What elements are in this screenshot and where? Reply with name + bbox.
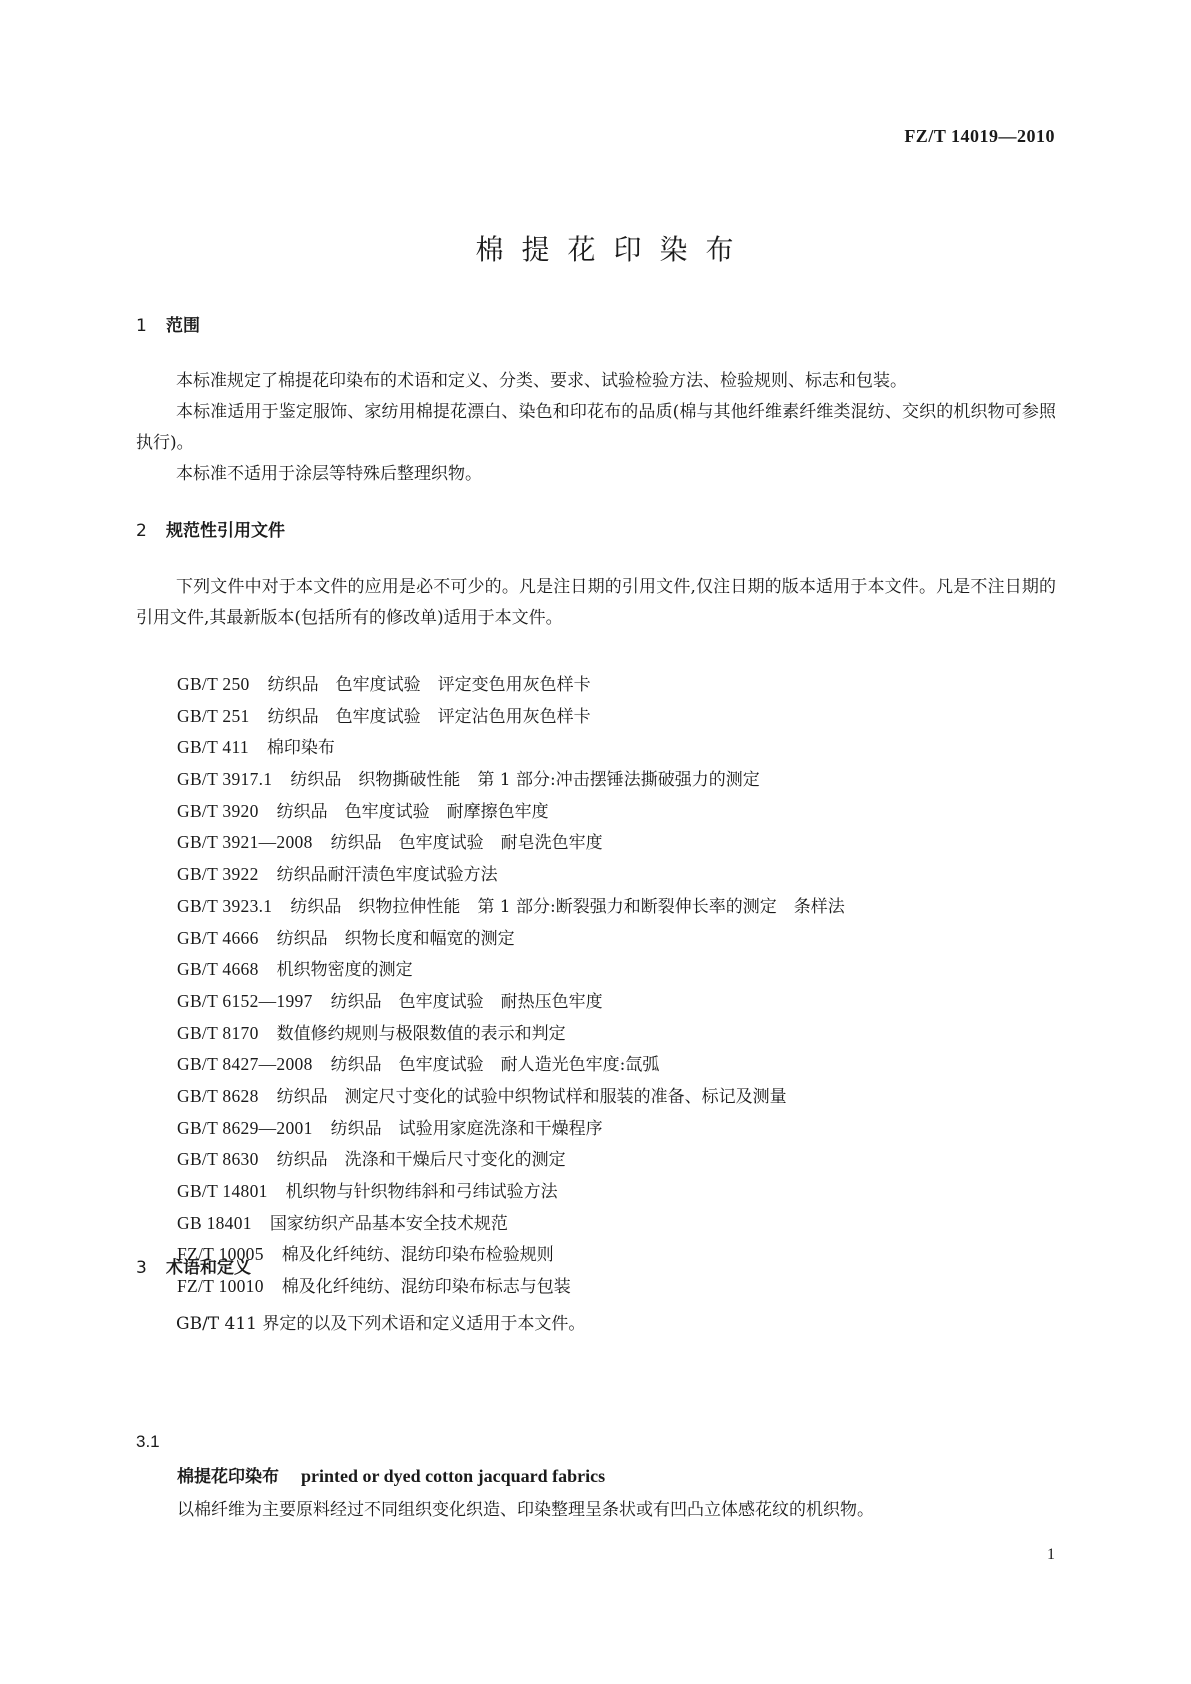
reference-item <box>177 1018 845 1050</box>
reference-item <box>177 859 845 891</box>
reference-title: 国家纺织产品基本安全技术规范 <box>269 1213 508 1234</box>
reference-item <box>177 891 845 923</box>
reference-item <box>177 1208 845 1240</box>
reference-item <box>177 1144 845 1176</box>
reference-title: 纺织品 色牢度试验 耐摩擦色牢度 <box>276 801 549 822</box>
reference-code: GB/T 3923.1 <box>177 895 273 916</box>
section-title: 术语和定义 <box>166 1258 251 1278</box>
reference-title: 纺织品 织物长度和幅宽的测定 <box>276 928 515 949</box>
reference-title: 棉及化纤纯纺、混纺印染布检验规则 <box>281 1245 554 1266</box>
section-3-heading <box>136 1253 251 1278</box>
scope-paragraph-3: 本标准不适用于涂层等特殊后整理织物。 <box>176 464 482 484</box>
reference-item <box>177 1271 845 1303</box>
reference-code: GB 18401 <box>177 1212 252 1233</box>
reference-title: 纺织品 色牢度试验 评定沾色用灰色样卡 <box>267 706 591 727</box>
term-english: printed or dyed cotton jacquard fabrics <box>301 1466 606 1486</box>
definition-number: 3.1 <box>136 1432 160 1451</box>
reference-code: GB/T 4666 <box>177 927 259 948</box>
reference-title: 纺织品 测定尺寸变化的试验中织物试样和服装的准备、标记及测量 <box>276 1086 787 1107</box>
reference-code: GB/T 8427—2008 <box>177 1054 313 1075</box>
reference-item <box>177 1113 845 1145</box>
reference-code: GB/T 3917.1 <box>177 769 273 790</box>
reference-title: 纺织品 色牢度试验 耐热压色牢度 <box>330 991 603 1012</box>
reference-code: GB/T 8629—2001 <box>177 1117 313 1138</box>
reference-title: 纺织品 色牢度试验 耐人造光色牢度:氙弧 <box>330 1055 660 1076</box>
definition-text: 以棉纤维为主要原料经过不同组织变化织造、印染整理呈条状或有凹凸立体感花纹的机织物。 <box>177 1500 874 1520</box>
reference-code: GB/T 3920 <box>177 800 259 821</box>
reference-item <box>177 1049 845 1081</box>
reference-list <box>177 669 845 1303</box>
reference-title: 纺织品 织物拉伸性能 第 1 部分:断裂强力和断裂伸长率的测定 条样法 <box>290 896 845 917</box>
reference-title: 数值修约规则与极限数值的表示和判定 <box>276 1023 566 1044</box>
reference-item <box>177 827 845 859</box>
standard-code: FZ/T 14019—2010 <box>904 126 1055 146</box>
reference-item <box>177 1176 845 1208</box>
reference-item <box>177 954 845 986</box>
reference-code: GB/T 8630 <box>177 1149 259 1170</box>
reference-code: GB/T 3922 <box>177 864 259 885</box>
page-number: 1 <box>1047 1546 1055 1563</box>
reference-item <box>177 1239 845 1271</box>
term-chinese: 棉提花印染布 <box>177 1467 279 1487</box>
reference-title: 机织物密度的测定 <box>276 960 413 981</box>
terms-intro: GB/T 411 界定的以及下列术语和定义适用于本文件。 <box>176 1314 586 1334</box>
reference-title: 纺织品 织物撕破性能 第 1 部分:冲击摆锤法撕破强力的测定 <box>290 770 760 791</box>
section-number: 3 <box>136 1258 147 1278</box>
reference-code: FZ/T 10010 <box>177 1276 264 1297</box>
reference-code: GB/T 3921—2008 <box>177 832 313 853</box>
reference-item <box>177 669 845 701</box>
reference-title: 纺织品 色牢度试验 耐皂洗色牢度 <box>330 833 603 854</box>
reference-item <box>177 1081 845 1113</box>
references-intro: 下列文件中对于本文件的应用是必不可少的。凡是注日期的引用文件,仅注日期的版本适用于本文件。凡是不注日期的引用文件,其最新版本(包括所有的修改单)适用于本文件。 <box>136 577 1056 628</box>
reference-title: 机织物与针织物纬斜和弓纬试验方法 <box>285 1182 558 1202</box>
section-number: 2 <box>136 521 147 541</box>
reference-title: 纺织品 试验用家庭洗涤和干燥程序 <box>330 1118 603 1139</box>
reference-code: GB/T 411 <box>177 737 249 758</box>
reference-code: GB/T 251 <box>177 705 250 726</box>
reference-title: 纺织品 洗涤和干燥后尺寸变化的测定 <box>276 1150 566 1171</box>
reference-title: 纺织品耐汗渍色牢度试验方法 <box>276 865 498 886</box>
reference-item <box>177 701 845 733</box>
reference-code: GB/T 6152—1997 <box>177 990 313 1011</box>
section-number: 1 <box>136 316 147 336</box>
reference-item <box>177 986 845 1018</box>
reference-title: 棉印染布 <box>266 738 335 759</box>
reference-code: GB/T 4668 <box>177 959 259 980</box>
reference-code: FZ/T 10005 <box>177 1244 264 1265</box>
reference-item <box>177 764 845 796</box>
reference-title: 棉及化纤纯纺、混纺印染布标志与包装 <box>281 1277 571 1298</box>
section-title: 范围 <box>166 316 200 336</box>
reference-code: GB/T 250 <box>177 674 250 694</box>
definition-term <box>177 1462 605 1487</box>
reference-code: GB/T 8628 <box>177 1085 259 1106</box>
reference-item <box>177 732 845 764</box>
reference-code: GB/T 8170 <box>177 1022 259 1043</box>
section-1-heading <box>136 311 200 336</box>
reference-code: GB/T 14801 <box>177 1181 268 1201</box>
reference-item <box>177 796 845 828</box>
reference-title: 纺织品 色牢度试验 评定变色用灰色样卡 <box>267 675 591 695</box>
section-2-heading <box>136 516 285 541</box>
document-title: 棉提花印染布 <box>475 233 752 266</box>
scope-paragraph-1: 本标准规定了棉提花印染布的术语和定义、分类、要求、试验检验方法、检验规则、标志和包装。 <box>176 371 907 391</box>
scope-paragraph-2: 本标准适用于鉴定服饰、家纺用棉提花漂白、染色和印花布的品质(棉与其他纤维素纤维类混纺、交织的机织物可参照执行)。 <box>136 402 1056 453</box>
reference-item <box>177 923 845 955</box>
section-title: 规范性引用文件 <box>166 521 285 541</box>
